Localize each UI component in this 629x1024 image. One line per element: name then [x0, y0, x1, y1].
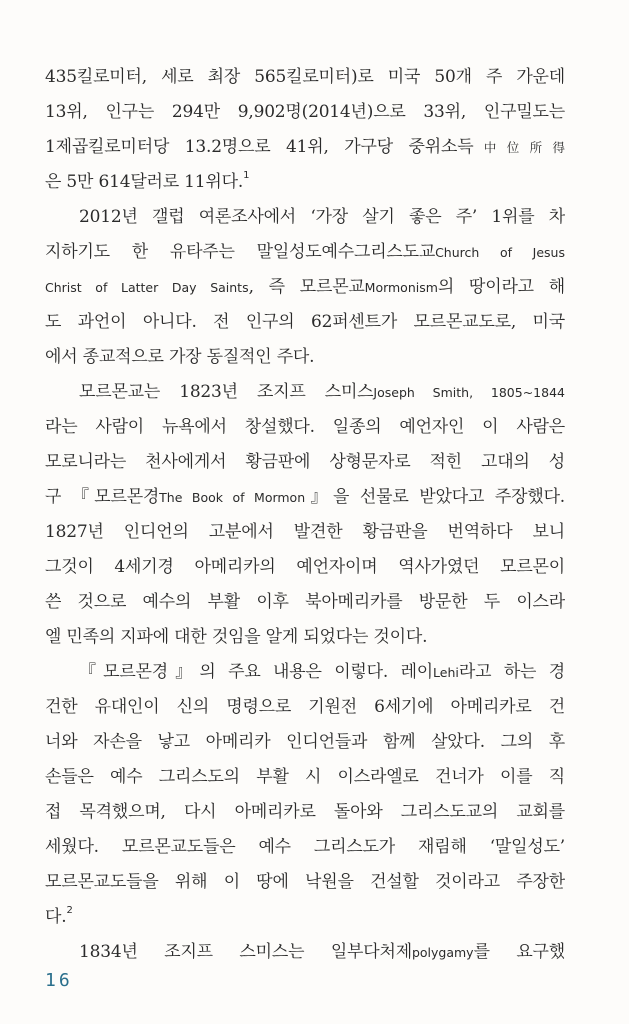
- paragraph-3-line-8: 엘 민족의 지파에 대한 것임을 알게 되었다는 것이다.: [45, 627, 428, 647]
- paragraph-5-line-1: 1834년 조지프 스미스는 일부다처제polygamy를 요구했: [79, 942, 565, 962]
- paragraph-1-line-4: 은 5만 614달러로 11위다.$^1$: [45, 170, 250, 192]
- paragraph-4-line-8: 다.$^2$: [45, 905, 73, 927]
- paragraph-3-line-3: 모로니라는 천사에게서 황금판에 상형문자로 적힌 고대의 성: [45, 452, 565, 472]
- paragraph-1-line-2: 13위, 인구는 294만 9,902명(2014년)으로 33위, 인구밀도는: [45, 102, 565, 122]
- paragraph-2-line-4: 도 과언이 아니다. 전 인구의 62퍼센트가 모르몬교도로, 미국: [45, 312, 565, 332]
- english-gloss: Lehi: [433, 665, 459, 680]
- english-gloss: Christ of Latter Day Saints: [45, 280, 249, 295]
- paragraph-3-line-4: 구 『모르몬경The Book of Mormon』을 선물로 받았다고 주장했다.: [45, 487, 565, 507]
- hanja-gloss: 中位所得: [473, 140, 565, 155]
- paragraph-2-line-5: 에서 종교적으로 가장 동질적인 주다.: [45, 347, 315, 367]
- paragraph-4-line-6: 세웠다. 모르몬교도들은 예수 그리스도가 재림해 ‘말일성도’: [45, 837, 565, 857]
- english-gloss: polygamy: [411, 945, 474, 960]
- english-gloss: Joseph Smith, 1805~1844: [373, 385, 565, 400]
- paragraph-4-line-3: 너와 자손을 낳고 아메리카 인디언들과 함께 살았다. 그의 후: [45, 732, 565, 752]
- footnote-marker-1: 1: [243, 170, 250, 182]
- paragraph-2-line-3: Christ of Latter Day Saints, 즉 모르몬교Mormonism의 땅이라고 해: [45, 277, 565, 297]
- english-gloss: Mormonism: [364, 280, 438, 295]
- paragraph-4-line-4: 손들은 예수 그리스도의 부활 시 이스라엘로 건너가 이를 직: [45, 767, 565, 787]
- paragraph-3-line-2: 라는 사람이 뉴욕에서 창설했다. 일종의 예언자인 이 사람은: [45, 417, 565, 437]
- paragraph-2-line-2: 지하기도 한 유타주는 말일성도예수그리스도교Church of Jesus: [45, 242, 565, 262]
- paragraph-3-line-1: 모르몬교는 1823년 조지프 스미스Joseph Smith, 1805~1844: [79, 382, 565, 402]
- paragraph-3-line-7: 쓴 것으로 예수의 부활 이후 북아메리카를 방문한 두 이스라: [45, 592, 565, 612]
- paragraph-2-line-1: 2012년 갤럽 여론조사에서 ‘가장 살기 좋은 주’ 1위를 차: [79, 207, 565, 227]
- book-page-body: [45, 60, 565, 970]
- paragraph-4-line-2: 건한 유대인이 신의 명령으로 기원전 6세기에 아메리카로 건: [45, 697, 565, 717]
- page-number: 16: [45, 970, 73, 991]
- paragraph-4-line-1: 『모르몬경』의 주요 내용은 이렇다. 레이Lehi라고 하는 경: [79, 662, 565, 682]
- paragraph-4-line-7: 모르몬교도들을 위해 이 땅에 낙원을 건설할 것이라고 주장한: [45, 872, 565, 892]
- paragraph-3-line-5: 1827년 인디언의 고분에서 발견한 황금판을 번역하다 보니: [45, 522, 565, 542]
- paragraph-1-line-3: 1제곱킬로미터당 13.2명으로 41위, 가구당 중위소득中位所得: [45, 137, 565, 157]
- english-gloss: The Book of Mormon: [159, 490, 306, 505]
- footnote-marker-2: 2: [66, 905, 73, 917]
- paragraph-4-line-5: 접 목격했으며, 다시 아메리카로 돌아와 그리스도교의 교회를: [45, 802, 565, 822]
- paragraph-1-line-1: 435킬로미터, 세로 최장 565킬로미터)로 미국 50개 주 가운데: [45, 67, 565, 87]
- english-gloss: Church of Jesus: [435, 245, 565, 260]
- paragraph-3-line-6: 그것이 4세기경 아메리카의 예언자이며 역사가였던 모르몬이: [45, 557, 565, 577]
